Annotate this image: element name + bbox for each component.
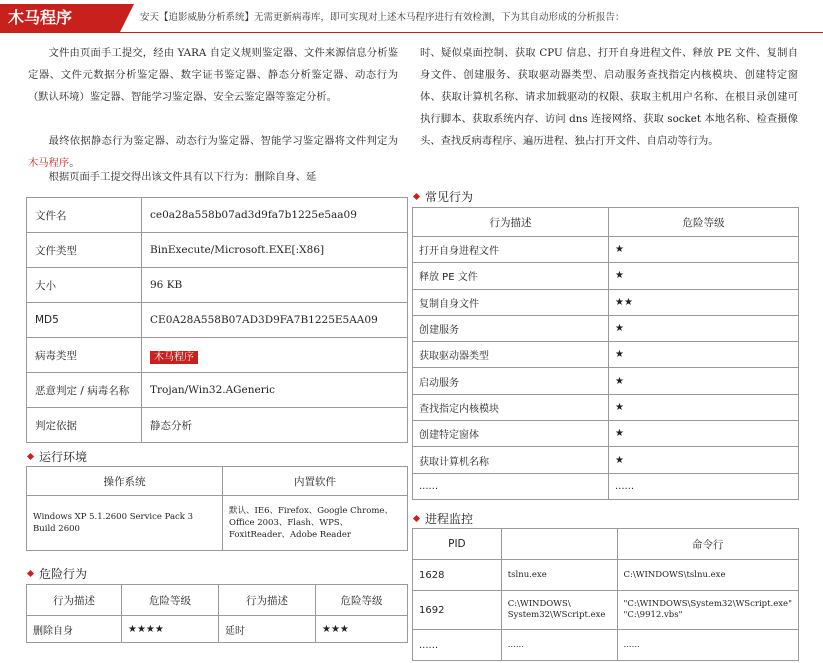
env-title-text: 运行环境	[39, 450, 88, 464]
info-value: 96 KB	[142, 268, 408, 303]
info-row	[27, 338, 408, 373]
common-desc: 创建服务	[413, 315, 609, 341]
proc-title-text: 进程监控	[425, 512, 474, 526]
common-desc: 获取计算机名称	[413, 447, 609, 473]
common-level: ★	[609, 342, 799, 368]
proc-col-name	[501, 529, 617, 560]
danger-desc2: 延时	[219, 616, 316, 643]
info-row	[27, 408, 408, 443]
danger-level2: ★★★	[316, 616, 408, 643]
common-row	[413, 263, 799, 289]
info-key: 病毒类型	[27, 338, 142, 373]
info-key: 判定依据	[27, 408, 142, 443]
header-description: 安天【追影威胁分析系统】无需更新病毒库，即可实现对上述木马程序进行有效检测，下为其自动形成的分析报告：	[140, 12, 625, 23]
info-value	[142, 338, 408, 373]
common-level: ★★	[609, 289, 799, 315]
common-row	[413, 368, 799, 394]
common-behavior-table	[412, 207, 799, 500]
danger-table	[26, 584, 408, 643]
common-row	[413, 342, 799, 368]
common-row	[413, 421, 799, 447]
common-desc: 释放 PE 文件	[413, 263, 609, 289]
info-key: MD5	[27, 303, 142, 338]
info-value: ce0a28a558b07ad3d9fa7b1225e5aa09	[142, 198, 408, 233]
common-desc: 复制自身文件	[413, 289, 609, 315]
danger-title-text: 危险行为	[39, 567, 88, 581]
common-level: ......	[609, 473, 799, 499]
common-row	[413, 237, 799, 263]
env-table	[26, 466, 408, 551]
virus-type-badge: 木马程序	[150, 351, 198, 364]
proc-pid: 1628	[413, 560, 502, 591]
common-level: ★	[609, 368, 799, 394]
proc-cmd: ......	[617, 630, 798, 661]
proc-section-title	[414, 510, 473, 527]
common-col-level: 危险等级	[609, 208, 799, 237]
title-tab-notch	[120, 4, 134, 32]
diamond-bullet-icon	[413, 515, 420, 522]
danger-col-level-1: 危险等级	[122, 585, 219, 616]
env-col-os: 操作系统	[27, 467, 223, 496]
info-value: Trojan/Win32.AGeneric	[142, 373, 408, 408]
proc-pid: 1692	[413, 591, 502, 630]
common-title-text: 常见行为	[425, 190, 474, 204]
common-col-desc: 行为描述	[413, 208, 609, 237]
info-row	[27, 233, 408, 268]
common-level: ★	[609, 263, 799, 289]
common-level: ★	[609, 447, 799, 473]
common-section-title	[414, 188, 473, 205]
danger-col-level-2: 危险等级	[316, 585, 408, 616]
proc-col-cmd: 命令行	[617, 529, 798, 560]
info-key: 大小	[27, 268, 142, 303]
danger-desc1: 删除自身	[27, 616, 122, 643]
common-row	[413, 289, 799, 315]
intro-paragraph-3: 根据页面手工提交得出该文件具有以下行为：删除自身、延	[48, 171, 317, 183]
env-software-value: 默认、IE6、Firefox、Google Chrome、Office 2003、Flash、WPS、FoxitReader、Adobe Reader	[223, 496, 408, 551]
env-os-value: Windows XP 5.1.2600 Service Pack 3 Build 2600	[27, 496, 223, 551]
proc-cmd: C:\WINDOWS\tslnu.exe	[617, 560, 798, 591]
file-info-table	[26, 197, 408, 443]
common-row	[413, 394, 799, 420]
common-desc: 创建特定窗体	[413, 421, 609, 447]
common-row	[413, 473, 799, 499]
common-desc: ......	[413, 473, 609, 499]
diamond-bullet-icon	[27, 453, 34, 460]
info-row	[27, 303, 408, 338]
proc-pid: ......	[413, 630, 502, 661]
danger-section-title	[28, 565, 87, 582]
env-section-title	[28, 448, 87, 465]
intro-paragraph-3-continued: 时、疑似桌面控制、获取 CPU 信息、打开自身进程文件、释放 PE 文件、复制自身文件、创建服务、获取驱动器类型、启动服务查找指定内核模块、创建特定窗体、获取计算机名称、请求加载驱动的权限、获取主机用户名称、在根目录创建可执行脚本、获取系统内存、访问 dns 连接网络、获取 socket 本地名称、检查摄像头、查找反病毒程序、遍历进程、独占打开文件、自启动等行为。	[420, 47, 798, 147]
info-key: 文件类型	[27, 233, 142, 268]
common-desc: 打开自身进程文件	[413, 237, 609, 263]
common-desc: 获取驱动器类型	[413, 342, 609, 368]
header-divider	[0, 32, 823, 33]
info-key: 文件名	[27, 198, 142, 233]
info-key: 恶意判定 / 病毒名称	[27, 373, 142, 408]
proc-row	[413, 630, 799, 661]
report-title: 木马程序	[0, 4, 120, 32]
proc-col-pid: PID	[413, 529, 502, 560]
verdict-end: 。	[69, 157, 80, 169]
proc-name: tslnu.exe	[501, 560, 617, 591]
common-row	[413, 315, 799, 341]
danger-col-desc-1: 行为描述	[27, 585, 122, 616]
info-value: 静态分析	[142, 408, 408, 443]
danger-col-desc-2: 行为描述	[219, 585, 316, 616]
proc-name: C:\WINDOWS\ System32\WScript.exe	[501, 591, 617, 630]
diamond-bullet-icon	[413, 193, 420, 200]
proc-row	[413, 560, 799, 591]
info-row	[27, 268, 408, 303]
danger-row	[27, 616, 408, 643]
common-level: ★	[609, 394, 799, 420]
proc-name: ......	[501, 630, 617, 661]
verdict-highlight: 木马程序	[28, 157, 70, 169]
common-row	[413, 447, 799, 473]
info-row	[27, 373, 408, 408]
intro-paragraph-1: 文件由页面手工提交，经由 YARA 自定义规则鉴定器、文件来源信息分析鉴定器、文件元数据分析鉴定器、数字证书鉴定器、静态分析鉴定器、动态行为（默认环境）鉴定器、智能学习鉴定器、安全云鉴定器等鉴定分析。	[28, 47, 398, 103]
proc-row	[413, 591, 799, 630]
info-row	[27, 198, 408, 233]
common-level: ★	[609, 315, 799, 341]
info-value: BinExecute/Microsoft.EXE[:X86]	[142, 233, 408, 268]
common-desc: 启动服务	[413, 368, 609, 394]
danger-level1: ★★★★	[122, 616, 219, 643]
proc-cmd: "C:\WINDOWS\System32\WScript.exe" "C:\9912.vbs"	[617, 591, 798, 630]
info-value: CE0A28A558B07AD3D9FA7B1225E5AA09	[142, 303, 408, 338]
common-level: ★	[609, 237, 799, 263]
verdict-text: 最终依据静态行为鉴定器、动态行为鉴定器、智能学习鉴定器将文件判定为	[48, 135, 398, 147]
common-desc: 查找指定内核模块	[413, 394, 609, 420]
env-col-software: 内置软件	[223, 467, 408, 496]
diamond-bullet-icon	[27, 570, 34, 577]
process-monitor-table	[412, 528, 799, 661]
common-level: ★	[609, 421, 799, 447]
